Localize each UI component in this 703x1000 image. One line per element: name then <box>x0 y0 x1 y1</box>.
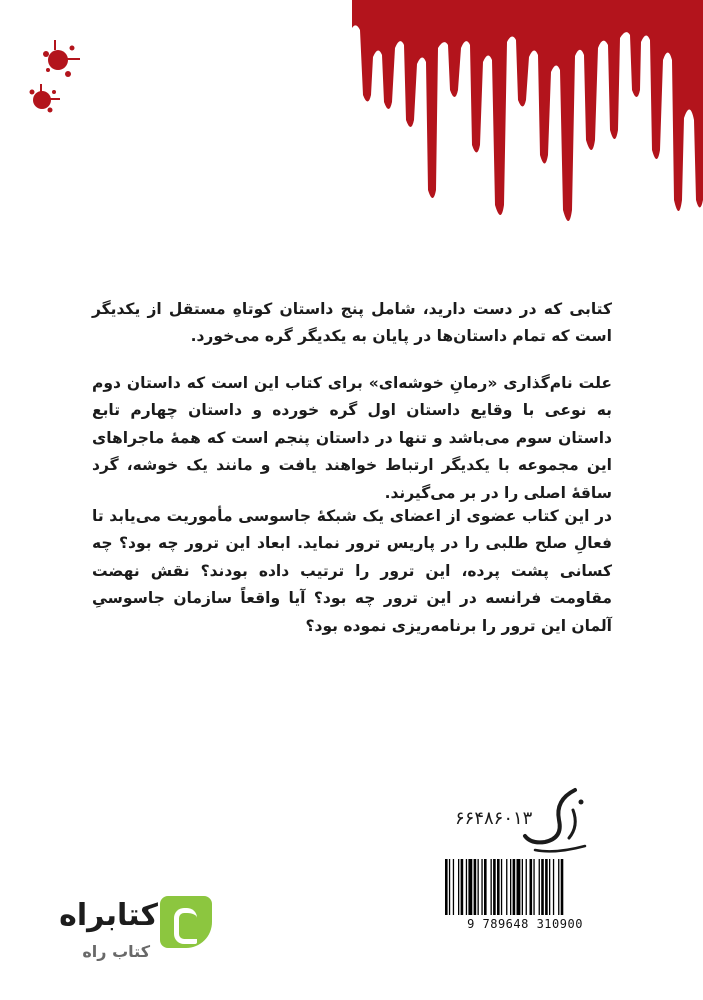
barcode-bar <box>453 859 454 915</box>
ketabrah-logo-icon <box>160 896 212 948</box>
barcode-bar <box>484 859 487 915</box>
isbn-barcode <box>437 855 613 937</box>
barcode-bars <box>443 859 607 917</box>
publisher-phone: ۶۶۴۸۶۰۱۳ <box>455 808 533 829</box>
barcode-bar <box>517 859 521 915</box>
body-paragraph-2 <box>92 370 612 507</box>
barcode-bar <box>526 859 527 915</box>
barcode-bar <box>458 859 459 915</box>
barcode-bar <box>510 859 511 915</box>
paragraph-text: در این کتاب عضوی از اعضای یک شبکهٔ جاسوسی مأموریت می‌یابد تا فعالِ صلح طلبی را در پاریس ترور نماید. ابعاد این ترور چه بود؟ چه کسانی پشت پرده، این ترور را ترتیب داده بودند؟ نقش نهضت مقاومت فرانسه در این ترور چه بود؟ آیا واقعاً سازمان جاسوسیِ آلمان این ترور را برنامه‌ریزی نموده بود؟ <box>92 507 612 635</box>
blood-splatter-decoration <box>0 0 120 140</box>
barcode-bar <box>481 859 482 915</box>
barcode-number: 9 789648 310900 <box>467 917 583 931</box>
barcode-bar <box>545 859 548 915</box>
barcode-bar <box>478 859 479 915</box>
barcode-bar <box>522 859 523 915</box>
ketabrah-watermark <box>40 890 220 980</box>
paragraph-text: کتابی که در دست دارید، شامل پنج داستان کوتاهِ مستقل از یکدیگر است که تمام داستان‌ها در پایان به یکدیگر گره می‌خورد. <box>92 300 612 346</box>
barcode-bar <box>461 859 464 915</box>
barcode-bar <box>533 859 534 915</box>
barcode-bar <box>468 859 472 915</box>
barcode-bar <box>466 859 467 915</box>
barcode-bar <box>539 859 540 915</box>
barcode-bar <box>558 859 559 915</box>
barcode-bar <box>501 859 502 915</box>
barcode-bar <box>445 859 448 915</box>
barcode-bar <box>530 859 533 915</box>
barcode-bar <box>506 859 507 915</box>
watermark-brand-small: کتاب راه <box>82 942 150 961</box>
barcode-bar <box>491 859 492 915</box>
barcode-bar <box>561 859 564 915</box>
barcode-bar <box>553 859 554 915</box>
barcode-bar <box>449 859 450 915</box>
paragraph-text: علت نام‌گذاری «رمانِ خوشه‌ای» برای کتاب این است که داستان دوم به نوعی با وقایع داستان اول گره خورده و داستان چهارم تابع داستان سوم می‌باشد و تنها در داستان پنجم است که همهٔ ماجراهای این مجموعه با یکدیگر ارتباط خواهند یافت و مانند یک خوشه، گرد ساقهٔ اصلی را در بر می‌گیرند. <box>92 374 612 502</box>
barcode-bar <box>493 859 496 915</box>
barcode-bar <box>474 859 477 915</box>
body-paragraph-3 <box>92 503 612 640</box>
barcode-bar <box>513 859 516 915</box>
watermark-brand: کتابراه <box>59 898 158 933</box>
publisher-block <box>455 780 615 860</box>
body-paragraph-1 <box>92 296 612 351</box>
barcode-bar <box>497 859 500 915</box>
barcode-bar <box>541 859 544 915</box>
barcode-bar <box>549 859 550 915</box>
